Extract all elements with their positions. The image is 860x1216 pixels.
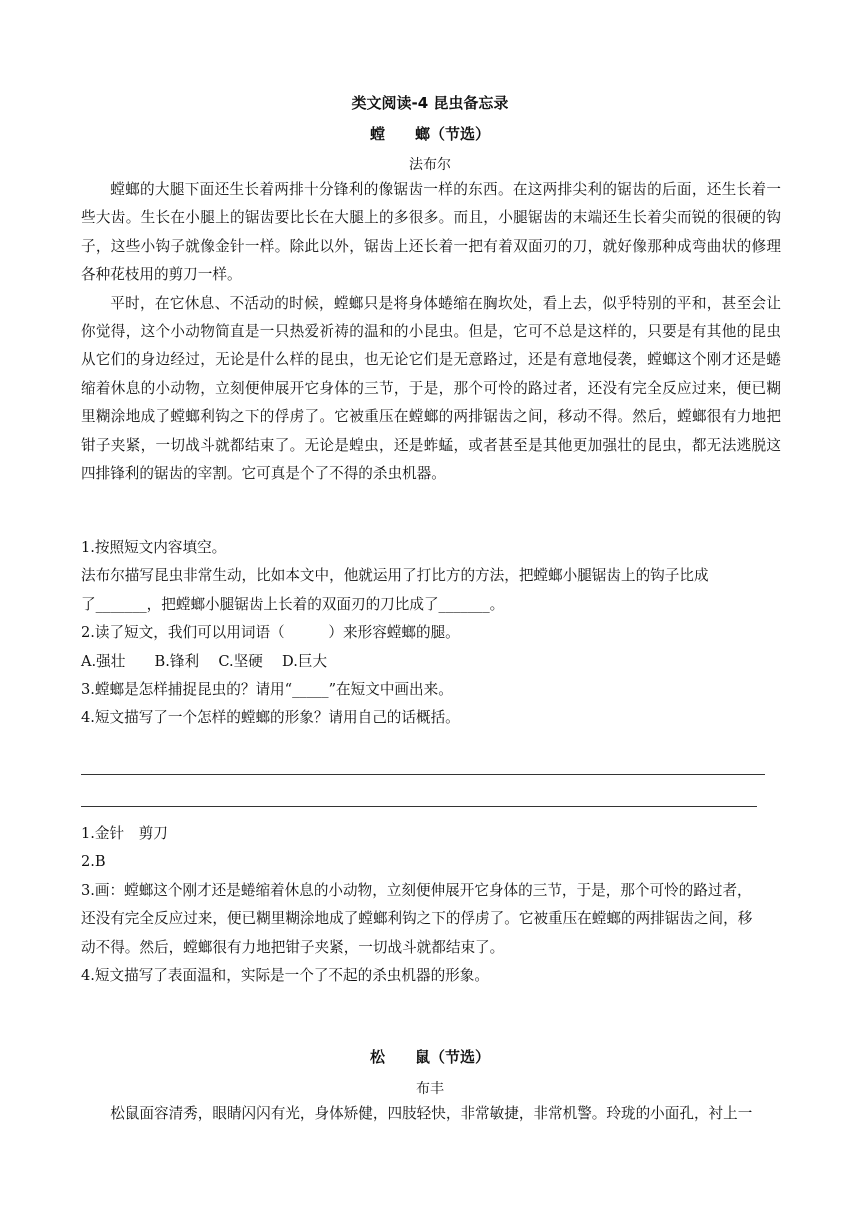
answer-3-line-1: 3.画：螳螂这个刚才还是蜷缩着休息的小动物，立刻便伸展开它身体的三节，于是，那个可怜的路过者， xyxy=(81,881,752,899)
article1-paragraph-2: 平时，在它休息、不活动的时候，螳螂只是将身体蜷缩在胸坎处，看上去，似乎特别的平和，甚至会让你觉得，这个小动物简直是一只热爱祈祷的温和的小昆虫。但是，它可不总是这样的，只要是有其他的昆虫从它们的身边经过，无论是什么样的昆虫，也无论它们是无意路过，还是有意地侵袭，螳螂这个刚才还是蜷缩着休息的小动物，立刻便伸展开它身体的三节，于是，那个可怜的路过者，还没有完全反应过来，便已糊里糊涂地成了螳螂利钩之下的俘虏了。它被重压在螳螂的两排锯齿之间，移动不得。然后，螳螂很有力地把钳子夹紧，一切战斗就都结束了。无论是蝗虫，还是蚱蜢，或者甚至是其他更加强壮的昆虫，都无法逃脱这四排锋利的锯齿的宰割。它可真是个了不得的杀虫机器。 xyxy=(81,294,781,483)
main-title: 类文阅读-4 昆虫备忘录 xyxy=(351,94,509,112)
answer-2: 2.B xyxy=(81,853,106,871)
answer-3-line-3: 动不得。然后，螳螂很有力地把钳子夹紧，一切战斗就都结束了。 xyxy=(81,938,505,956)
question-1-text-b: 了_______，把螳螂小腿锯齿上长着的双面刃的刀比成了_______。 xyxy=(81,595,505,613)
answer-4: 4.短文描写了表面温和，实际是一个了不起的杀虫机器的形象。 xyxy=(81,967,489,985)
question-2-options: A.强壮 B.锋利 C.坚硬 D.巨大 xyxy=(81,652,328,670)
article2-author: 布丰 xyxy=(416,1081,444,1097)
article1-body xyxy=(81,176,781,488)
question-3: 3.螳螂是怎样捕捉昆虫的？请用“_____”在短文中画出来。 xyxy=(81,681,453,699)
answers-section xyxy=(81,820,791,990)
article2-first-line: 松鼠面容清秀，眼睛闪闪有光，身体矫健，四肢轻快，非常敏捷，非常机警。玲珑的小面孔，衬上一 xyxy=(110,1105,753,1122)
article1-title: 螳 螂（节选） xyxy=(369,125,490,143)
answer-3-line-2: 还没有完全反应过来，便已糊里糊涂地成了螳螂利钩之下的俘虏了。它被重压在螳螂的两排锯齿之间，移 xyxy=(81,910,753,928)
answer-line-1 xyxy=(81,774,765,775)
question-2: 2.读了短文，我们可以用词语（ ）来形容螳螂的腿。 xyxy=(81,624,460,642)
answer-line-2 xyxy=(81,806,757,807)
questions-section xyxy=(81,534,781,733)
question-1: 1.按照短文内容填空。 xyxy=(81,539,227,556)
question-4: 4.短文描写了一个怎样的螳螂的形象？请用自己的话概括。 xyxy=(81,709,460,727)
answer-1: 1.金针 剪刀 xyxy=(81,825,168,842)
question-1-text-a: 法布尔描写昆虫非常生动，比如本文中，他就运用了打比方的方法，把螳螂小腿锯齿上的钩子比成 xyxy=(81,567,709,585)
article1-paragraph-1: 螳螂的大腿下面还生长着两排十分锋利的像锯齿一样的东西。在这两排尖利的锯齿的后面，还生长着一些大齿。生长在小腿上的锯齿要比长在大腿上的多很多。而且，小腿锯齿的末端还生长着尖而锐的很硬的钩子，这些小钩子就像金针一样。除此以外，锯齿上还长着一把有着双面刃的刀，就好像那种成弯曲状的修理各种花枝用的剪刀一样。 xyxy=(81,181,781,284)
article1-author: 法布尔 xyxy=(409,157,451,173)
article2-title: 松 鼠（节选） xyxy=(369,1048,490,1066)
